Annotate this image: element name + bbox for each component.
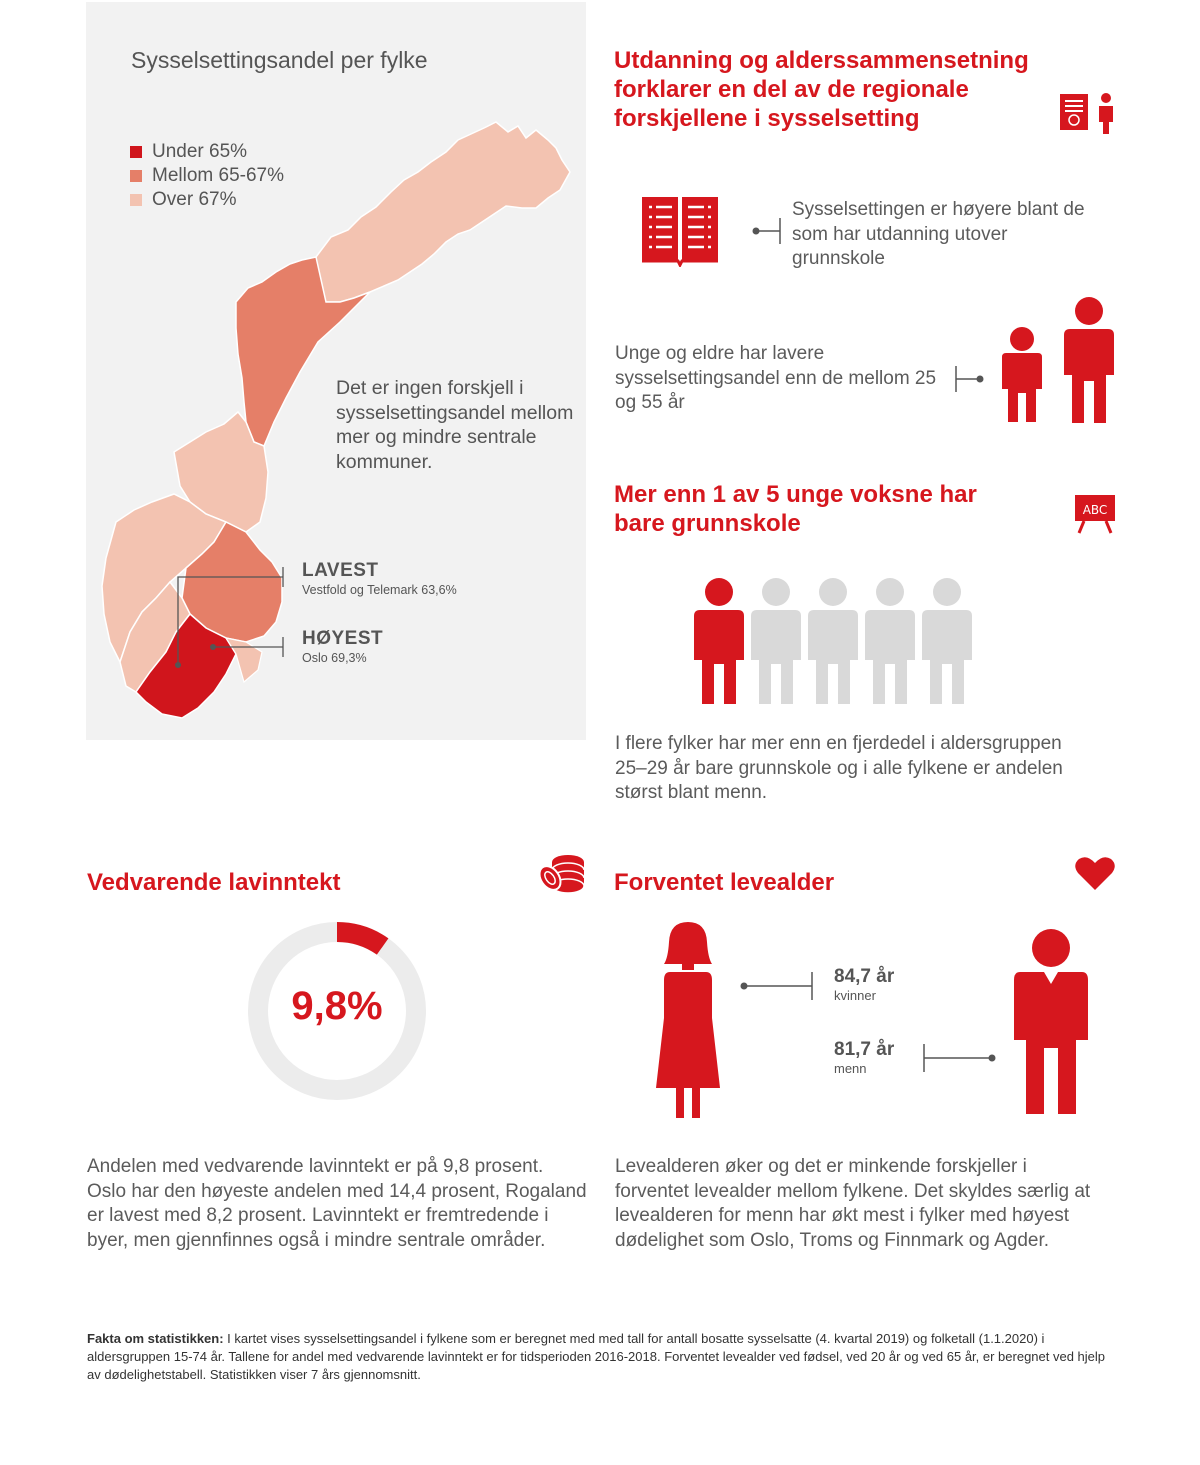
footnote-text: I kartet vises sysselsettingsandel i fylkene som er beregnet med med tall for antall bosatte sysselsatte (4. kvartal 2019) og folketall (1.1.2020) i aldersgruppen 15-74 år. Tallene for andel med vedvarende lavinntekt er for tidsperioden 2016-2018. Forventet levealder ved fødsel, ved 20 år og ved 65 år, er beregnet ved hjelp av dødelighetstabell. Statistikken viser 7 års gjennomsnitt. xyxy=(87,1331,1106,1382)
man-icon xyxy=(1010,928,1092,1118)
person-grey-icon xyxy=(808,578,858,704)
heart-icon xyxy=(1074,856,1116,892)
certificate-icon xyxy=(1058,92,1118,136)
men-life-expectancy xyxy=(834,1039,894,1076)
low-income-value: 9,8% xyxy=(291,984,383,1028)
low-income-text: Andelen med vedvarende lavinntekt er på 9,8 prosent. Oslo har den høyeste andelen med 14,4 prosent, Rogaland er lavest med 8,2 prosent. Lavinntekt er fremtredende i byer, men gjennfinnes også i mindre sentrale områder. xyxy=(87,1156,587,1251)
donut-value-arc xyxy=(337,932,383,947)
life-expectancy-text: Levealderen øker og det er minkende forskjeller i forventet levealder mellom fylkene. Det skyldes særlig at levealderen for menn har økt mest i fylker med høyest dødelighet som Oslo, Troms og Finnmark og Agder. xyxy=(615,1156,1091,1251)
chalkboard-label: ABC xyxy=(1082,503,1108,517)
footnote xyxy=(87,1330,1117,1384)
person-grey-icon xyxy=(751,578,801,704)
women-value: 84,7 år xyxy=(834,966,895,987)
map-note: Det er ingen forskjell i sysselsettingsandel mellom mer og mindre sentrale kommuner. xyxy=(336,377,574,473)
footnote-label: Fakta om statistikken: xyxy=(87,1331,224,1346)
chalkboard-icon xyxy=(1074,493,1116,535)
person-grey-icon xyxy=(865,578,915,704)
connector-women xyxy=(738,968,818,1004)
life-expectancy-title: Forventet levealder xyxy=(614,869,835,896)
education-title-line: forklarer en del av de regionale xyxy=(614,76,969,103)
education-fact-2: Unge og eldre har lavere sysselsettingsandel enn de mellom 25 og 55 år xyxy=(615,343,937,413)
men-label: menn xyxy=(834,1061,867,1076)
education-title xyxy=(614,46,1074,133)
young-and-old-persons-icon xyxy=(1000,295,1120,425)
highest-sub: Oslo 69,3% xyxy=(302,651,367,665)
person-grey-icon xyxy=(922,578,972,704)
young-adults-text: I flere fylker har mer enn en fjerdedel i aldersgruppen 25–29 år bare grunnskole og i alle fylkene er andelen størst blant menn. xyxy=(615,733,1063,803)
lowest-callout xyxy=(302,560,457,597)
legend-label: Mellom 65-67% xyxy=(152,165,284,186)
young-adults-title-line: bare grunnskole xyxy=(614,510,801,537)
woman-icon xyxy=(656,918,720,1120)
education-title-line: Utdanning og alderssammensetning xyxy=(614,47,1029,74)
women-label: kvinner xyxy=(834,988,876,1003)
connector-men xyxy=(918,1040,998,1076)
region-troms-finnmark xyxy=(316,122,570,302)
education-title-line: forskjellene i sysselsetting xyxy=(614,105,920,132)
map-title: Sysselsettingsandel per fylke xyxy=(131,47,428,73)
highest-callout xyxy=(302,628,383,665)
people-row xyxy=(690,576,980,706)
coins-icon xyxy=(536,848,588,894)
book-icon xyxy=(640,193,720,267)
legend-label: Over 67% xyxy=(152,189,237,210)
young-adults-title-line: Mer enn 1 av 5 unge voksne har xyxy=(614,481,977,508)
highest-head: HØYEST xyxy=(302,628,384,649)
education-fact-1: Sysselsettingen er høyere blant de som har utdanning utover grunnskole xyxy=(792,199,1085,269)
lowest-head: LAVEST xyxy=(302,560,379,581)
low-income-title: Vedvarende lavinntekt xyxy=(87,869,341,896)
young-adults-title xyxy=(614,480,1034,538)
men-value: 81,7 år xyxy=(834,1039,895,1060)
connector xyxy=(750,214,786,248)
women-life-expectancy xyxy=(834,966,894,1003)
person-highlighted-icon xyxy=(694,578,744,704)
legend-label: Under 65% xyxy=(152,141,248,162)
connector xyxy=(950,362,986,396)
lowest-sub: Vestfold og Telemark 63,6% xyxy=(302,583,457,597)
